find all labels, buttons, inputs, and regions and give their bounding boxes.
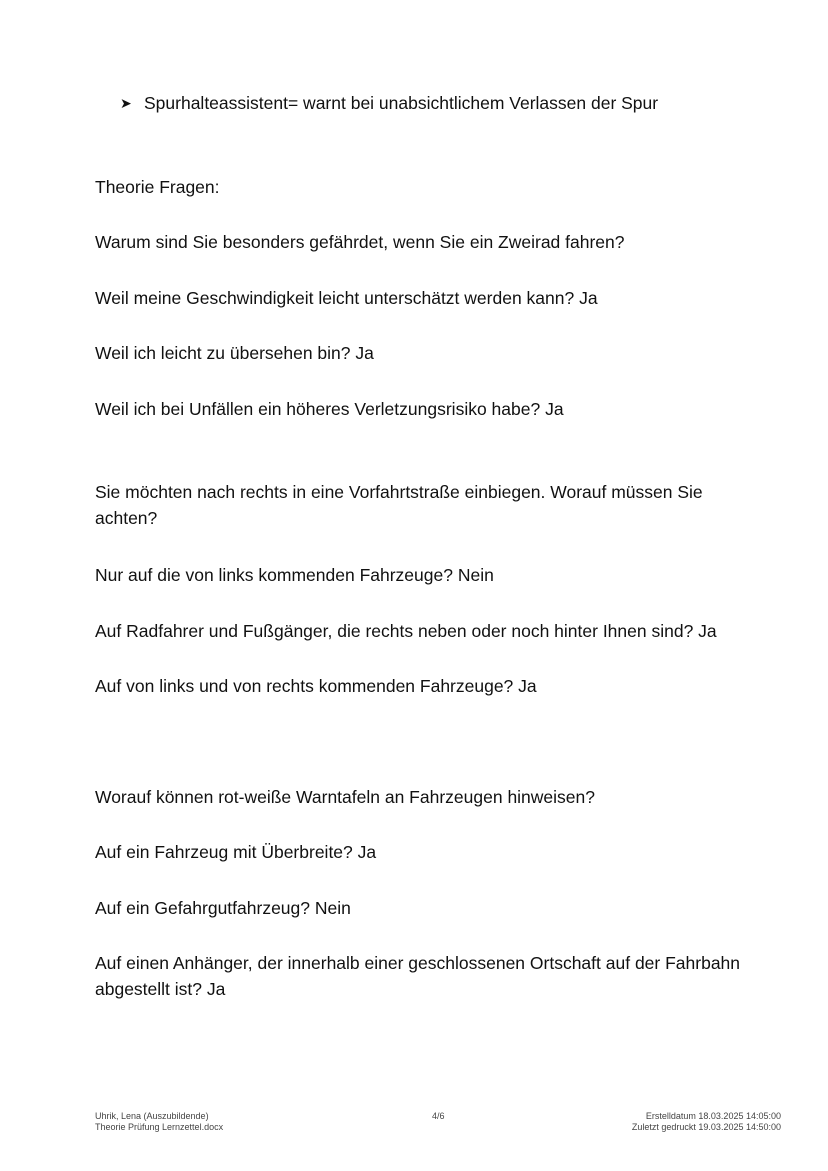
footer-right bbox=[632, 1111, 781, 1133]
answer-1-3: Weil ich bei Unfällen ein höheres Verletzungsrisiko habe? Ja bbox=[95, 399, 564, 419]
footer-author: Uhrik, Lena (Auszubildende) bbox=[95, 1111, 209, 1121]
bullet-text: Spurhalteassistent= warnt bei unabsichtlichem Verlassen der Spur bbox=[144, 93, 659, 113]
question-3: Worauf können rot-weiße Warntafeln an Fahrzeugen hinweisen? bbox=[95, 787, 595, 807]
answer-1-1: Weil meine Geschwindigkeit leicht unterschätzt werden kann? Ja bbox=[95, 288, 598, 308]
answer-3-3: Auf einen Anhänger, der innerhalb einer geschlossenen Ortschaft auf der Fahrbahn abgestellt ist? Ja bbox=[95, 953, 741, 999]
answer-3-2: Auf ein Gefahrgutfahrzeug? Nein bbox=[95, 898, 351, 918]
answer-2-2: Auf Radfahrer und Fußgänger, die rechts neben oder noch hinter Ihnen sind? Ja bbox=[95, 621, 717, 641]
answer-2-1: Nur auf die von links kommenden Fahrzeuge? Nein bbox=[95, 565, 494, 585]
footer-created-date: Erstelldatum 18.03.2025 14:05:00 bbox=[645, 1111, 781, 1121]
footer-printed-date: Zuletzt gedruckt 19.03.2025 14:50:00 bbox=[631, 1122, 781, 1132]
answer-1-2: Weil ich leicht zu übersehen bin? Ja bbox=[95, 343, 374, 363]
arrow-bullet-icon: ➤ bbox=[120, 95, 132, 111]
footer-left bbox=[95, 1111, 223, 1133]
section-title: Theorie Fragen: bbox=[95, 177, 220, 197]
bullet-list-item bbox=[120, 90, 658, 116]
footer-filename: Theorie Prüfung Lernzettel.docx bbox=[95, 1122, 224, 1132]
question-1: Warum sind Sie besonders gefährdet, wenn Sie ein Zweirad fahren? bbox=[95, 232, 625, 252]
answer-3-1: Auf ein Fahrzeug mit Überbreite? Ja bbox=[95, 842, 377, 862]
question-2: Sie möchten nach rechts in eine Vorfahrtstraße einbiegen. Worauf müssen Sie achten? bbox=[95, 482, 703, 528]
answer-2-3: Auf von links und von rechts kommenden Fahrzeuge? Ja bbox=[95, 676, 537, 696]
footer-page-number: 4/6 bbox=[432, 1111, 445, 1121]
